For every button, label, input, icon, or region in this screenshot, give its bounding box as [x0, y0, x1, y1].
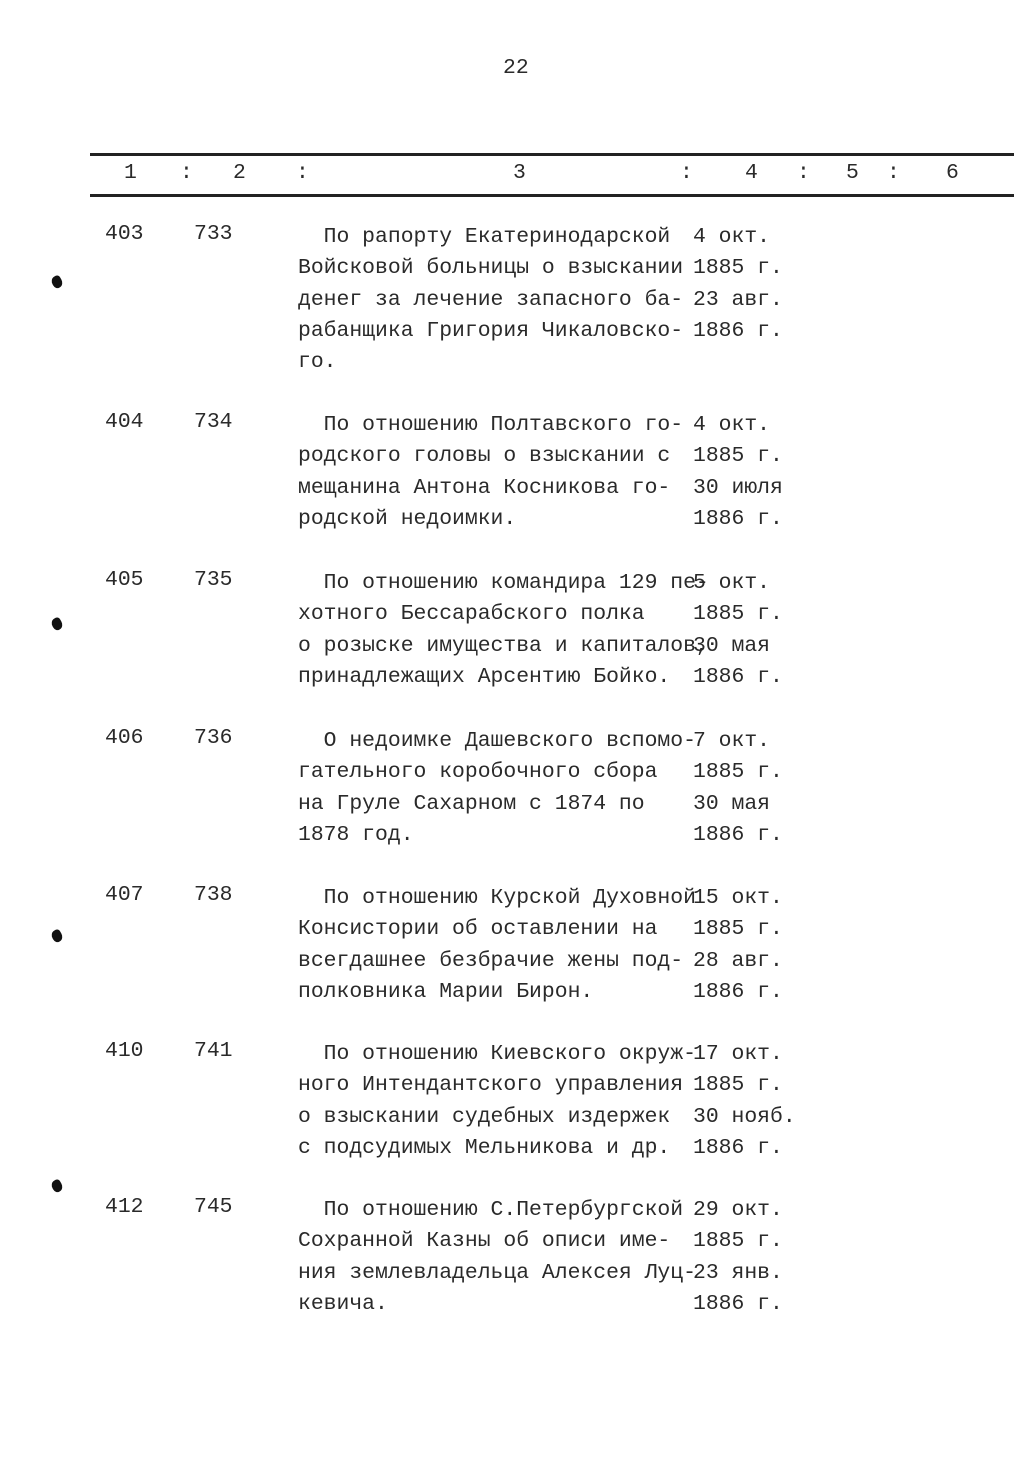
row-number: 406: [105, 726, 144, 750]
header-sep: :: [887, 161, 900, 185]
dates: [693, 568, 783, 693]
date-line: 23 янв.: [693, 1260, 783, 1285]
row-number: 410: [105, 1039, 144, 1063]
description: [298, 222, 683, 378]
date-line: 1885 г.: [693, 1073, 783, 1098]
description-line: 1878 год.: [298, 822, 414, 847]
description-line: По отношению командира 129 пе-: [298, 571, 709, 595]
description-line: гательного коробочного сбора: [298, 760, 658, 785]
dates: [693, 1195, 783, 1320]
description-line: ного Интендантского управления: [298, 1073, 684, 1098]
header-sep: :: [180, 161, 193, 185]
dates: [693, 222, 783, 347]
row-number: 407: [105, 883, 144, 907]
page-number: 22: [503, 56, 529, 80]
header-col1: 1: [124, 161, 137, 185]
date-line: 17 окт.: [693, 1042, 783, 1066]
date-line: 15 окт.: [693, 886, 783, 910]
description-line: о взыскании судебных издержек: [298, 1104, 671, 1129]
date-line: 1885 г.: [693, 1229, 783, 1254]
header-col4: 4: [745, 161, 758, 185]
description-line: денег за лечение запасного ба-: [298, 287, 684, 312]
description-line: ния землевладельца Алексея Луц-: [298, 1260, 696, 1285]
date-line: 1886 г.: [693, 822, 783, 847]
description-line: По отношению Курской Духовной: [298, 886, 696, 910]
dates: [693, 726, 783, 851]
file-number: 736: [194, 726, 233, 750]
description-line: полковника Марии Бирон.: [298, 979, 594, 1004]
date-line: 4 окт.: [693, 225, 771, 249]
description: [298, 1039, 696, 1164]
file-number: 741: [194, 1039, 233, 1063]
date-line: 1886 г.: [693, 318, 783, 343]
description-line: Консистории об оставлении на: [298, 917, 658, 942]
punch-mark: [50, 616, 65, 631]
file-number: 733: [194, 222, 233, 246]
file-number: 734: [194, 410, 233, 434]
date-line: 1886 г.: [693, 1135, 783, 1160]
header-sep: :: [680, 161, 693, 185]
header-top-rule: [90, 153, 1014, 156]
description-line: О недоимке Дашевского вспомо-: [298, 729, 696, 753]
date-line: 1885 г.: [693, 917, 783, 942]
punch-mark: [50, 274, 65, 289]
date-line: 1885 г.: [693, 444, 783, 469]
description-line: хотного Бессарабского полка: [298, 602, 645, 627]
description: [298, 568, 709, 693]
date-line: 7 окт.: [693, 729, 771, 753]
date-line: 23 авг.: [693, 287, 783, 312]
date-line: 1885 г.: [693, 760, 783, 785]
row-number: 404: [105, 410, 144, 434]
row-number: 403: [105, 222, 144, 246]
row-number: 405: [105, 568, 144, 592]
header-bottom-rule: [90, 194, 1014, 197]
date-line: 1886 г.: [693, 979, 783, 1004]
row-number: 412: [105, 1195, 144, 1219]
header-col5: 5: [846, 161, 859, 185]
file-number: 738: [194, 883, 233, 907]
description-line: рабанщика Григория Чикаловско-: [298, 318, 684, 343]
description-line: родской недоимки.: [298, 506, 517, 531]
date-line: 30 июля: [693, 475, 783, 500]
date-line: 5 окт.: [693, 571, 771, 595]
date-line: 30 нояб.: [693, 1104, 796, 1129]
date-line: 1886 г.: [693, 664, 783, 689]
date-line: 29 окт.: [693, 1198, 783, 1222]
punch-mark: [50, 1178, 65, 1193]
description: [298, 726, 696, 851]
date-line: 30 мая: [693, 633, 771, 658]
header-col6: 6: [946, 161, 959, 185]
description-line: родского головы о взыскании с: [298, 444, 671, 469]
description-line: Сохранной Казны об описи име-: [298, 1229, 671, 1254]
date-line: 4 окт.: [693, 413, 771, 437]
dates: [693, 1039, 796, 1164]
description-line: По отношению Полтавского го-: [298, 413, 684, 437]
description-line: всегдашнее безбрачие жены под-: [298, 948, 684, 973]
description: [298, 1195, 696, 1320]
description-line: принадлежащих Арсентию Бойко.: [298, 664, 671, 689]
description-line: мещанина Антона Косникова го-: [298, 475, 671, 500]
date-line: 1886 г.: [693, 1291, 783, 1316]
description-line: кевича.: [298, 1291, 388, 1316]
file-number: 745: [194, 1195, 233, 1219]
date-line: 1886 г.: [693, 506, 783, 531]
date-line: 1885 г.: [693, 256, 783, 281]
table-header: [0, 161, 1024, 191]
header-col3: 3: [513, 161, 526, 185]
file-number: 735: [194, 568, 233, 592]
description-line: на Груле Сахарном с 1874 по: [298, 791, 645, 816]
description-line: По отношению Киевского окруж-: [298, 1042, 696, 1066]
description-line: го.: [298, 350, 337, 375]
dates: [693, 883, 783, 1008]
description: [298, 883, 696, 1008]
description-line: По отношению С.Петербургской: [298, 1198, 684, 1222]
header-sep: :: [797, 161, 810, 185]
punch-mark: [50, 928, 65, 943]
description-line: о розыске имущества и капиталов,: [298, 633, 709, 658]
header-sep: :: [296, 161, 309, 185]
date-line: 1885 г.: [693, 602, 783, 627]
description: [298, 410, 683, 535]
date-line: 30 мая: [693, 791, 771, 816]
header-col2: 2: [233, 161, 246, 185]
description-line: По рапорту Екатеринодарской: [298, 225, 671, 249]
date-line: 28 авг.: [693, 948, 783, 973]
dates: [693, 410, 783, 535]
description-line: Войсковой больницы о взыскании: [298, 256, 684, 281]
description-line: с подсудимых Мельникова и др.: [298, 1135, 671, 1160]
